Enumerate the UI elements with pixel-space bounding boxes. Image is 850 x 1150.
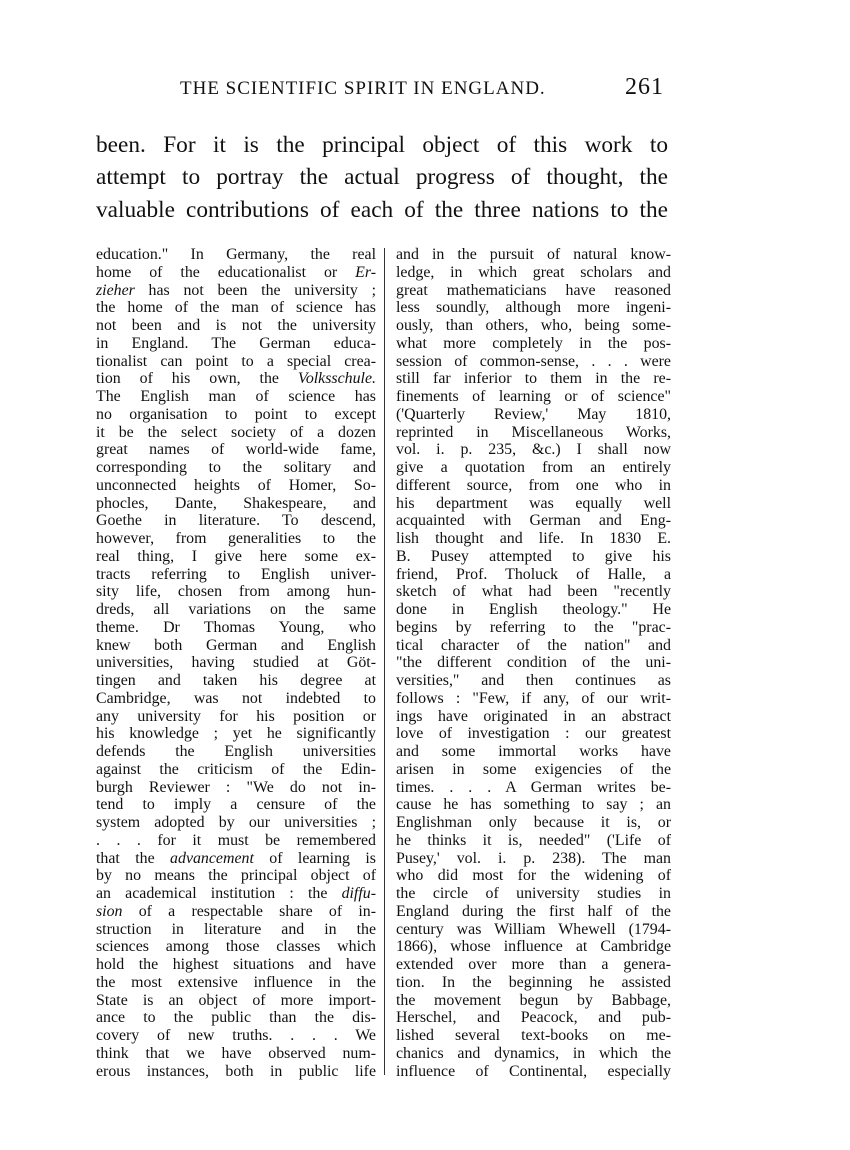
footnote-line: Goethe in literature. To descend, xyxy=(96,512,376,530)
footnote-line: . . . for it must be remembered xyxy=(96,831,376,849)
footnote-line: ously, than others, who, being some- xyxy=(396,317,671,334)
footnote-line: the movement begun by Babbage, xyxy=(396,991,671,1009)
footnote-line: any university for his position or xyxy=(96,707,376,725)
footnote-line: sketch of what had been "recently xyxy=(396,583,671,601)
footnote-line: that the advancement of learning is xyxy=(96,849,376,867)
footnote-line: ings have originated in an abstract xyxy=(396,707,671,725)
footnote-line: versities," and then continues as xyxy=(396,672,671,689)
footnote-line: reprinted in Miscellaneous Works, xyxy=(396,423,671,441)
footnote-line: The English man of science has xyxy=(96,388,376,405)
footnote-line: knew both German and English xyxy=(96,636,376,654)
footnote-line: struction in literature and in the xyxy=(96,920,376,938)
footnote-line: tion. In the beginning he assisted xyxy=(396,973,671,991)
footnote-line: friend, Prof. Tholuck of Halle, a xyxy=(396,565,671,583)
footnote-line: an academical institution : the diffu- xyxy=(96,885,376,902)
footnote-line: defends the English universities xyxy=(96,743,376,760)
footnote-line: system adopted by our universities ; xyxy=(96,814,376,831)
footnote-line: England during the first half of the xyxy=(396,902,671,920)
footnote-line: and some immortal works have xyxy=(396,743,671,760)
footnote-line: less soundly, although more ingeni- xyxy=(396,299,671,317)
footnote-line: tingen and taken his degree at xyxy=(96,672,376,689)
body-line: attempt to portray the actual progress of thought, the xyxy=(96,164,668,191)
footnote-column-right xyxy=(396,246,671,1080)
footnote-line: tionalist can point to a special crea- xyxy=(96,352,376,370)
footnote-line: lished several text-books on me- xyxy=(396,1027,671,1044)
footnote-line: the home of the man of science has xyxy=(96,299,376,317)
footnote-line: what more completely in the pos- xyxy=(396,334,671,352)
page-header xyxy=(96,76,668,106)
footnote-line: tracts referring to English univer- xyxy=(96,565,376,583)
footnote-line: follows : "Few, if any, of our writ- xyxy=(396,689,671,707)
footnote-line: he thinks it is, needed" ('Life of xyxy=(396,831,671,849)
footnote-line: ('Quarterly Review,' May 1810, xyxy=(396,405,671,423)
footnote-line: still far inferior to them in the re- xyxy=(396,370,671,388)
footnote-line: cause he has something to say ; an xyxy=(396,796,671,814)
footnote-line: love of investigation : our greatest xyxy=(396,725,671,743)
footnote-line: against the criticism of the Edin- xyxy=(96,760,376,778)
footnote-line: acquainted with German and Eng- xyxy=(396,512,671,530)
footnote-line: arisen in some exigencies of the xyxy=(396,760,671,778)
footnote-line: B. Pusey attempted to give his xyxy=(396,547,671,565)
footnote-line: ledge, in which great scholars and xyxy=(396,263,671,281)
footnote-line: think that we have observed num- xyxy=(96,1044,376,1062)
footnote-line: universities, having studied at Göt- xyxy=(96,654,376,672)
footnote-line: different source, from one who in xyxy=(396,476,671,494)
footnote-line: times. . . . A German writes be- xyxy=(396,778,671,796)
footnote-line: home of the educationalist or Er- xyxy=(96,263,376,281)
footnote-line: phocles, Dante, Shakespeare, and xyxy=(96,494,376,512)
footnote-line: it be the select society of a dozen xyxy=(96,423,376,441)
footnote-line: sity life, chosen from among hun- xyxy=(96,583,376,601)
footnote-line: by no means the principal object of xyxy=(96,867,376,885)
footnote-line: give a quotation from an entirely xyxy=(396,459,671,476)
main-text-block xyxy=(96,129,668,226)
footnote-line: great mathematicians have reasoned xyxy=(396,281,671,299)
footnote-line: burgh Reviewer : "We do not in- xyxy=(96,778,376,796)
footnote-line: erous instances, both in public life xyxy=(96,1062,376,1080)
footnote-line: extended over more than a genera- xyxy=(396,956,671,973)
footnote-line: tion of his own, the Volksschule. xyxy=(96,370,376,388)
footnote-line: and in the pursuit of natural know- xyxy=(396,246,671,263)
footnote-line: Cambridge, was not indebted to xyxy=(96,689,376,707)
footnote-line: no organisation to point to except xyxy=(96,405,376,423)
column-divider xyxy=(384,248,385,1075)
footnote-line: State is an object of more import- xyxy=(96,991,376,1009)
footnote-line: done in English theology." He xyxy=(396,601,671,618)
footnote-line: begins by referring to the "prac- xyxy=(396,618,671,636)
footnote-column-left xyxy=(96,246,376,1080)
footnote-line: tical character of the nation" and xyxy=(396,636,671,654)
footnote-line: sciences among those classes which xyxy=(96,938,376,956)
footnote-line: vol. i. p. 235, &c.) I shall now xyxy=(396,441,671,459)
footnote-line: who did most for the widening of xyxy=(396,867,671,885)
footnote-line: his knowledge ; yet he significantly xyxy=(96,725,376,743)
footnote-line: influence of Continental, especially xyxy=(396,1062,671,1080)
footnote-line: Pusey,' vol. i. p. 238). The man xyxy=(396,849,671,867)
footnote-line: covery of new truths. . . . We xyxy=(96,1027,376,1044)
footnote-line: sion of a respectable share of in- xyxy=(96,902,376,920)
footnote-line: theme. Dr Thomas Young, who xyxy=(96,618,376,636)
footnote-line: real thing, I give here some ex- xyxy=(96,547,376,565)
page-number: 261 xyxy=(625,74,664,100)
footnote-line: chanics and dynamics, in which the xyxy=(396,1044,671,1062)
footnote-line: the circle of university studies in xyxy=(396,885,671,902)
footnote-line: lish thought and life. In 1830 E. xyxy=(396,530,671,547)
footnote-line: great names of world-wide fame, xyxy=(96,441,376,459)
footnote-line: the most extensive influence in the xyxy=(96,973,376,991)
footnote-line: hold the highest situations and have xyxy=(96,956,376,973)
body-line: valuable contributions of each of the three nations to the xyxy=(96,196,668,223)
footnote-line: ance to the public than the dis- xyxy=(96,1009,376,1027)
footnote-line: Englishman only because it is, or xyxy=(396,814,671,831)
footnote-line: finements of learning or of science" xyxy=(396,388,671,405)
footnote-line: not been and is not the university xyxy=(96,317,376,334)
footnote-line: Herschel, and Peacock, and pub- xyxy=(396,1009,671,1027)
footnote-line: unconnected heights of Homer, So- xyxy=(96,476,376,494)
footnote-line: in England. The German educa- xyxy=(96,334,376,352)
footnote-line: his department was equally well xyxy=(396,494,671,512)
footnote-line: dreds, all variations on the same xyxy=(96,601,376,618)
footnote-line: tend to imply a censure of the xyxy=(96,796,376,814)
footnote-line: education." In Germany, the real xyxy=(96,246,376,263)
footnote-line: however, from generalities to the xyxy=(96,530,376,547)
footnote-line: 1866), whose influence at Cambridge xyxy=(396,938,671,956)
footnote-line: corresponding to the solitary and xyxy=(96,459,376,476)
running-head: THE SCIENTIFIC SPIRIT IN ENGLAND. xyxy=(180,78,546,99)
footnote-line: "the different condition of the uni- xyxy=(396,654,671,672)
footnote-line: zieher has not been the university ; xyxy=(96,281,376,299)
footnote-line: century was William Whewell (1794- xyxy=(396,920,671,938)
body-line: been. For it is the principal object of this work to xyxy=(96,132,668,158)
footnote-line: session of common-sense, . . . were xyxy=(396,352,671,370)
